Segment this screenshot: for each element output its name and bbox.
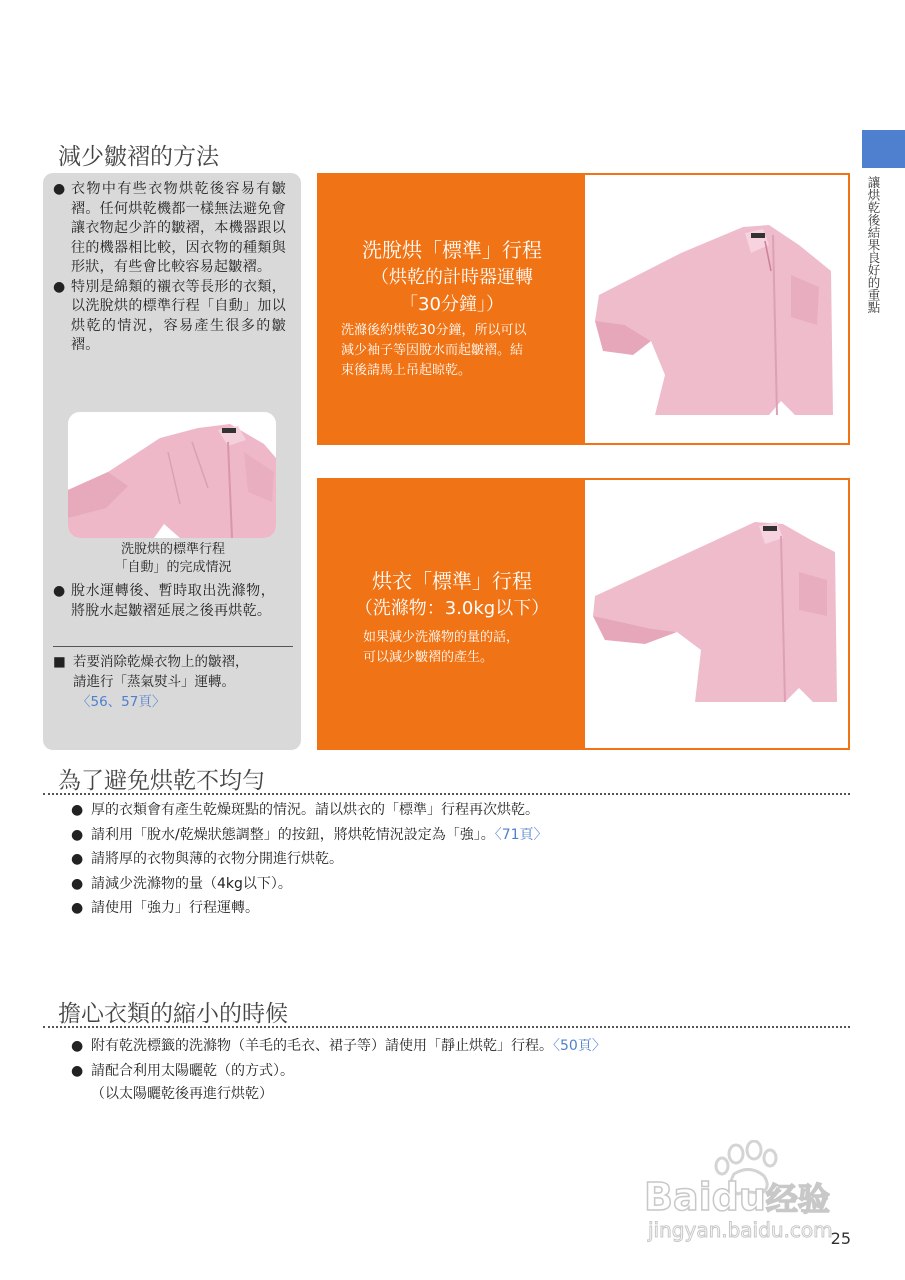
left-bullet-list	[53, 180, 286, 356]
list-item	[71, 1059, 831, 1084]
box2-title	[337, 568, 567, 622]
left-bullet-after	[53, 582, 275, 621]
section-title-reduce-wrinkles: 減少皺褶的方法	[58, 144, 219, 170]
dotted-divider	[43, 1026, 850, 1028]
box2-desc-line: 如果減少洗滌物的量的話，	[363, 630, 520, 645]
item-text: 請配合利用太陽曬乾（的方式）。	[91, 1062, 294, 1079]
program-box-dry-standard	[317, 478, 850, 750]
note-steam-iron	[53, 652, 293, 712]
list-item	[53, 582, 275, 621]
page-ref-link[interactable]: 〈50頁〉	[553, 1038, 606, 1054]
shrinkage-list	[71, 1034, 831, 1105]
chapter-tab-label: 讓烘乾後結果良好的重點	[866, 176, 881, 314]
shirt-image	[585, 175, 848, 443]
baidu-watermark	[642, 1140, 854, 1242]
dotted-divider	[43, 793, 850, 795]
page-ref-link[interactable]: 〈56、57頁〉	[77, 694, 166, 710]
page-ref-link[interactable]: 〈71頁〉	[494, 826, 548, 843]
square-bullet-icon: ■	[53, 654, 66, 670]
watermark-brand-part: du	[711, 1175, 766, 1219]
bullet-icon: ●	[71, 900, 84, 916]
box1-title-line: 「30分鐘」）	[400, 294, 504, 315]
bullet-icon: ●	[71, 1038, 84, 1054]
item-text: 附有乾洗標籤的洗滌物（羊毛的毛衣、裙子等）請使用「靜止烘乾」行程。	[91, 1038, 553, 1054]
item-text: 厚的衣類會有產生乾燥斑點的情況。請以烘衣的「標準」行程再次烘乾。	[91, 802, 539, 818]
item-text: 請利用「脫水/乾燥狀態調整」的按鈕，將烘乾情況設定為「強」。	[91, 826, 495, 843]
box1-desc-line: 束後請馬上吊起晾乾。	[341, 363, 472, 378]
watermark-url: jingyan.baidu.com	[648, 1218, 833, 1242]
bullet-icon: ●	[71, 802, 84, 818]
bullet-icon: ●	[53, 583, 66, 599]
section-title-uneven-drying: 為了避免烘乾不均勻	[58, 768, 265, 794]
bullet-icon: ●	[71, 1062, 84, 1079]
list-item	[71, 872, 831, 897]
item-text: 請減少洗滌物的量（4kg以下）。	[91, 875, 292, 892]
box2-title-line: 烘衣「標準」行程	[372, 569, 532, 593]
bullet-text: 衣物中有些衣物烘乾後容易有皺褶。任何烘乾機都一樣無法避免會讓衣物起少許的皺褶，本機器跟以往的機器相比較，因衣物的種類與形狀，有些會比較容易起皺褶。	[71, 181, 286, 275]
divider	[53, 646, 293, 647]
box1-title	[337, 237, 567, 318]
box1-desc-line: 減少袖子等因脫水而起皺褶。結	[341, 343, 524, 358]
box2-title-line: （洗滌物：3.0kg以下）	[354, 598, 550, 619]
list-item	[53, 278, 286, 356]
photo-caption	[53, 541, 293, 577]
shirt-photo-box1	[585, 175, 848, 443]
shirt-photo-box2	[585, 480, 848, 748]
bullet-text: 脫水運轉後、暫時取出洗滌物，將脫水起皺褶延展之後再烘乾。	[71, 583, 275, 619]
program-box-wash-dry-standard	[317, 173, 850, 445]
bullet-text: 特別是綿類的襯衣等長形的衣類，以洗脫烘的標準行程「自動」加以烘乾的情況，容易產生很多的皺褶。	[71, 278, 286, 353]
watermark-brand-part: Bai	[644, 1175, 712, 1219]
caption-line: 「自動」的完成情況	[114, 560, 232, 575]
item-text: 請使用「強力」行程運轉。	[91, 900, 259, 916]
box1-title-line: （烘乾的計時器運轉	[371, 267, 533, 288]
caption-line: 洗脫烘的標準行程	[120, 542, 225, 557]
note-line: 請進行「蒸氣熨斗」運轉。	[73, 674, 235, 690]
bullet-icon: ●	[71, 826, 84, 843]
list-item	[71, 847, 831, 872]
list-item	[53, 180, 286, 278]
box1-desc-line: 洗滌後約烘乾30分鐘，所以可以	[341, 323, 527, 338]
page-number: 25	[830, 1229, 851, 1248]
bullet-icon: ●	[53, 181, 66, 197]
note-line: 若要消除乾燥衣物上的皺褶，	[73, 654, 249, 670]
bullet-icon: ●	[71, 875, 84, 892]
shirt-image	[585, 480, 848, 748]
watermark-brand	[644, 1174, 830, 1220]
watermark-brand-cn: 经验	[765, 1180, 830, 1218]
shirt-image	[68, 412, 276, 538]
item-subtext: （以太陽曬乾後再進行烘乾）	[91, 1086, 273, 1102]
list-item	[71, 823, 831, 848]
list-item	[71, 896, 831, 921]
bullet-icon: ●	[71, 851, 84, 867]
list-item	[71, 1034, 831, 1059]
box1-description	[341, 321, 577, 381]
box1-title-line: 洗脫烘「標準」行程	[362, 238, 542, 262]
box2-description	[363, 628, 577, 668]
bullet-icon: ●	[53, 278, 66, 295]
box2-desc-line: 可以減少皺褶的產生。	[363, 650, 494, 665]
section-title-shrinkage: 擔心衣類的縮小的時候	[58, 1001, 288, 1027]
uneven-drying-list	[71, 798, 831, 921]
shirt-photo-auto-result	[68, 412, 276, 538]
chapter-tab	[862, 130, 905, 168]
list-item	[71, 798, 831, 823]
item-text: 請將厚的衣物與薄的衣物分開進行烘乾。	[91, 851, 343, 867]
